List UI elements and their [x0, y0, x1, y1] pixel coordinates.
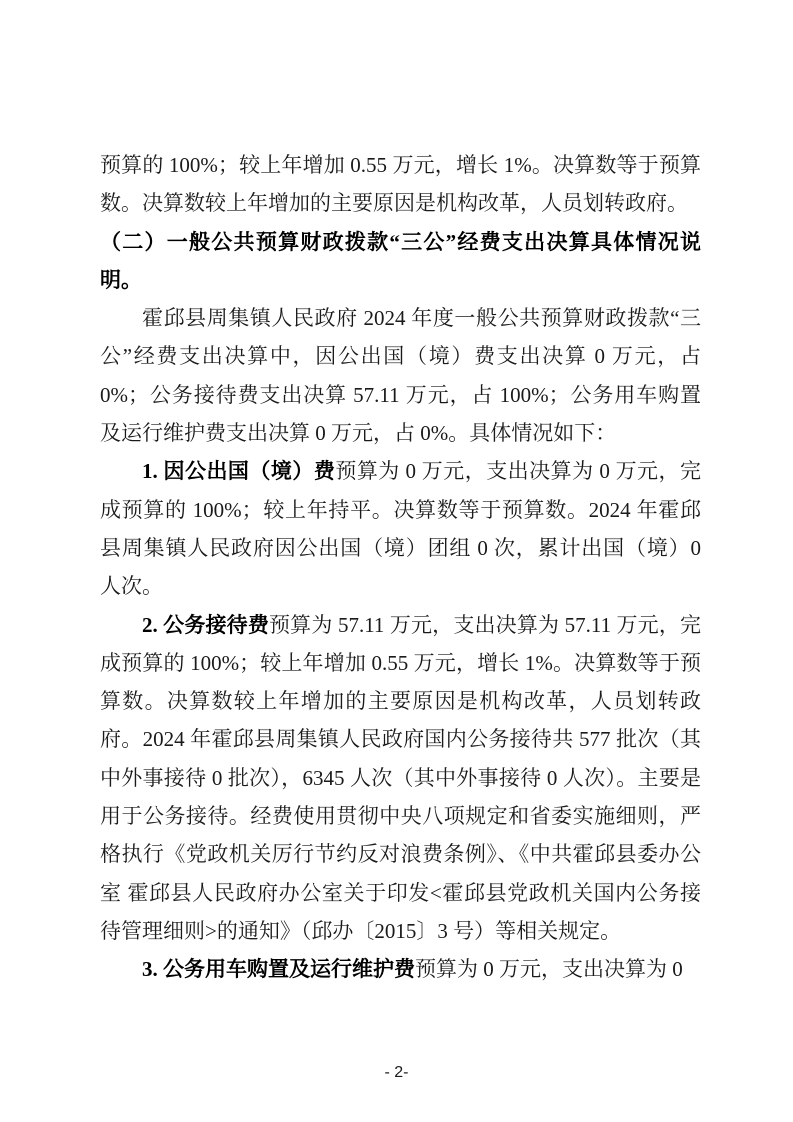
- paragraph-continuation: 预算的 100%；较上年增加 0.55 万元，增长 1%。决算数等于预算数。决算数较上年增加的主要原因是机构改革，人员划转政府。: [100, 153, 701, 216]
- document-body: [100, 146, 701, 989]
- item-vehicle-body: 预算为 0 万元，支出决算为 0: [415, 957, 683, 982]
- item-vehicle-title: 3. 公务用车购置及运行维护费: [142, 957, 415, 982]
- item-reception-body: 预算为 57.11 万元，支出决算为 57.11 万元，完成预算的 100%；较上年增加 0.55 万元，增长 1%。决算数等于预算数。决算数较上年增加的主要原因是机构改革，人员划转政府。2024 年霍邱县周集镇人民政府国内公务接待共 577 批次（其中外事接待 0 批次），6345 人次（其中外事接待 0 人次）。主要是用于公务接待。经费使用贯彻中央八项规定和省委实施细则，严格执行《党政机关厉行节约反对浪费条例》、《中共霍邱县委办公室 霍邱县人民政府办公室关于印发<霍邱县党政机关国内公务接待管理细则>的通知》（邱办〔2015〕3 号）等相关规定。: [100, 612, 701, 943]
- list-item-overseas: [100, 452, 701, 605]
- page-number: - 2-: [384, 1064, 409, 1081]
- item-reception-title: 2. 公务接待费: [142, 612, 270, 637]
- list-item-reception: [100, 606, 701, 951]
- item-overseas-title: 1. 因公出国（境）费: [142, 459, 336, 484]
- item-overseas-body: 预算为 0 万元，支出决算为 0 万元，完成预算的 100%；较上年持平。决算数等于预算数。2024 年霍邱县周集镇人民政府因公出国（境）团组 0 次，累计出国（境）0 人次。: [100, 459, 702, 599]
- section-heading: （二）一般公共预算财政拨款“三公”经费支出决算具体情况说明。: [100, 229, 701, 292]
- list-item-vehicle: [100, 950, 701, 988]
- page-footer: [0, 1064, 793, 1082]
- paragraph-intro: 霍邱县周集镇人民政府 2024 年度一般公共预算财政拨款“三公”经费支出决算中，因公出国（境）费支出决算 0 万元，占 0%；公务接待费支出决算 57.11 万元，占 100%；公务用车购置及运行维护费支出决算 0 万元，占 0%。具体情况如下：: [100, 306, 701, 446]
